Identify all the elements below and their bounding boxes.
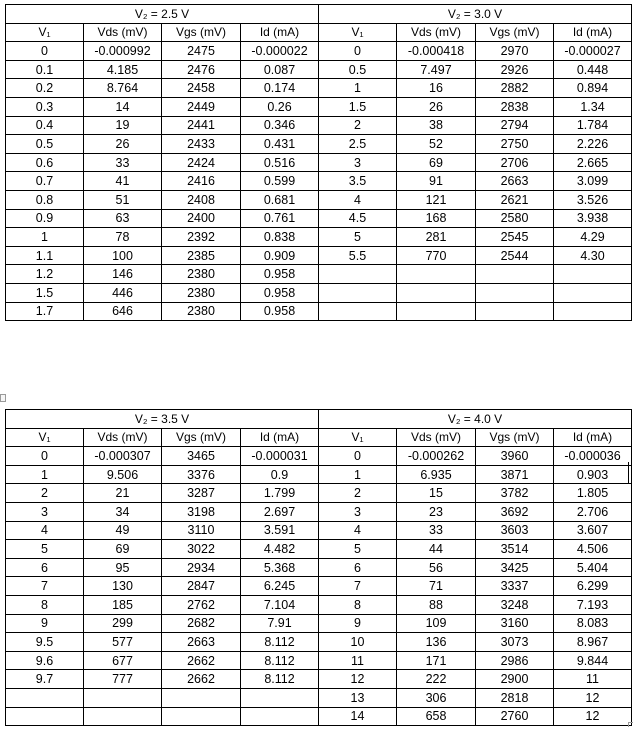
table-row xyxy=(6,283,632,302)
table-cell[interactable]: -0.000992 xyxy=(84,42,162,61)
table-cell[interactable]: 0.1 xyxy=(6,60,84,79)
table-row xyxy=(6,651,632,670)
table-cell[interactable]: 10 xyxy=(319,633,397,652)
column-header: Id (mA) xyxy=(241,23,319,42)
table-cell[interactable]: -0.000036 xyxy=(554,447,632,466)
group-title-row xyxy=(6,5,632,24)
table-cell[interactable]: 63 xyxy=(84,209,162,228)
table-cell[interactable]: 12 xyxy=(554,707,632,726)
table-cell[interactable]: 2 xyxy=(6,484,84,503)
table-cell[interactable]: 3.5 xyxy=(319,172,397,191)
table-cell[interactable]: 130 xyxy=(84,577,162,596)
table-cell[interactable]: 33 xyxy=(84,153,162,172)
table-cell[interactable]: 0.3 xyxy=(6,97,84,116)
table-cell[interactable]: 11 xyxy=(554,670,632,689)
table-cell[interactable]: 2458 xyxy=(162,79,241,98)
table-cell[interactable]: 3.591 xyxy=(241,521,319,540)
table-cell[interactable]: 2662 xyxy=(162,651,241,670)
table-cell[interactable]: 1 xyxy=(6,228,84,247)
table-cell[interactable]: 0.958 xyxy=(241,265,319,284)
column-header: Vds (mV) xyxy=(84,23,162,42)
column-header: Vgs (mV) xyxy=(476,23,554,42)
table-cell[interactable]: 109 xyxy=(397,614,476,633)
table-cell[interactable]: 446 xyxy=(84,283,162,302)
table-row xyxy=(6,116,632,135)
table-cell[interactable]: 0.516 xyxy=(241,153,319,172)
table-cell[interactable]: 0 xyxy=(6,42,84,61)
table-cell[interactable]: 2433 xyxy=(162,135,241,154)
table-cell[interactable] xyxy=(319,265,397,284)
table-cell[interactable] xyxy=(319,283,397,302)
table-cell[interactable]: 7.104 xyxy=(241,595,319,614)
table-cell[interactable]: 6.299 xyxy=(554,577,632,596)
table-cell[interactable]: 33 xyxy=(397,521,476,540)
text-cursor xyxy=(628,462,629,484)
table-cell[interactable]: 8.083 xyxy=(554,614,632,633)
table-row xyxy=(6,707,632,726)
column-header: V₁ xyxy=(319,428,397,447)
table-cell[interactable]: 2408 xyxy=(162,190,241,209)
table-cell[interactable]: 1.5 xyxy=(319,97,397,116)
table-cell[interactable]: 1.7 xyxy=(6,302,84,321)
table-cell[interactable]: 19 xyxy=(84,116,162,135)
table-cell[interactable]: 6 xyxy=(6,558,84,577)
table-cell[interactable]: 2580 xyxy=(476,209,554,228)
table-cell[interactable]: 14 xyxy=(319,707,397,726)
table-cell[interactable]: 3376 xyxy=(162,465,241,484)
table-cell[interactable]: 2663 xyxy=(162,633,241,652)
table-cell[interactable]: 0 xyxy=(319,42,397,61)
table-cell[interactable]: 56 xyxy=(397,558,476,577)
table-cell[interactable]: -0.000307 xyxy=(84,447,162,466)
table-cell[interactable]: 11 xyxy=(319,651,397,670)
table-cell[interactable] xyxy=(162,707,241,726)
table-cell[interactable]: 2900 xyxy=(476,670,554,689)
table-cell[interactable]: 0.5 xyxy=(6,135,84,154)
table-cell[interactable]: 9.5 xyxy=(6,633,84,652)
table-cell[interactable]: 6.245 xyxy=(241,577,319,596)
table-row xyxy=(6,614,632,633)
column-header: Id (mA) xyxy=(554,428,632,447)
table-cell[interactable]: 78 xyxy=(84,228,162,247)
column-header: V₁ xyxy=(319,23,397,42)
table-cell[interactable]: 44 xyxy=(397,540,476,559)
group-title: V₂ = 3.0 V xyxy=(319,5,632,24)
table-cell[interactable] xyxy=(84,707,162,726)
table-cell[interactable]: 69 xyxy=(84,540,162,559)
table-cell[interactable]: 0.958 xyxy=(241,302,319,321)
table-cell[interactable]: 3425 xyxy=(476,558,554,577)
table-cell[interactable]: 2621 xyxy=(476,190,554,209)
table-cell[interactable]: 2392 xyxy=(162,228,241,247)
table-cell[interactable]: 3.099 xyxy=(554,172,632,191)
table-cell[interactable]: 5 xyxy=(319,540,397,559)
table-cell[interactable]: 3871 xyxy=(476,465,554,484)
table-cell[interactable]: 2762 xyxy=(162,595,241,614)
table-cell[interactable]: 0.2 xyxy=(6,79,84,98)
end-of-cell-mark xyxy=(628,722,633,727)
table-cell[interactable]: 3073 xyxy=(476,633,554,652)
table-cell[interactable]: 9 xyxy=(319,614,397,633)
table-cell[interactable]: 7.91 xyxy=(241,614,319,633)
measurement-table-1 xyxy=(5,4,632,321)
table-cell[interactable]: 5.5 xyxy=(319,246,397,265)
table-cell[interactable]: 26 xyxy=(397,97,476,116)
table-cell[interactable]: 281 xyxy=(397,228,476,247)
table-cell[interactable]: 8 xyxy=(6,595,84,614)
table-cell[interactable]: 1.2 xyxy=(6,265,84,284)
table-cell[interactable]: 2380 xyxy=(162,283,241,302)
table-cell[interactable]: 646 xyxy=(84,302,162,321)
table-cell[interactable]: 3160 xyxy=(476,614,554,633)
table-cell[interactable]: 2706 xyxy=(476,153,554,172)
table-cell[interactable]: 8.112 xyxy=(241,670,319,689)
table-cell[interactable]: 3.607 xyxy=(554,521,632,540)
table-cell[interactable]: 0.9 xyxy=(6,209,84,228)
table-cell[interactable]: 91 xyxy=(397,172,476,191)
table-cell[interactable]: 2794 xyxy=(476,116,554,135)
table-cell[interactable] xyxy=(6,707,84,726)
table-cell[interactable]: 2.665 xyxy=(554,153,632,172)
table-cell[interactable]: 777 xyxy=(84,670,162,689)
table-row xyxy=(6,153,632,172)
table-cell[interactable]: 146 xyxy=(84,265,162,284)
table-cell[interactable]: 2682 xyxy=(162,614,241,633)
table-cell[interactable]: 3022 xyxy=(162,540,241,559)
table-cell[interactable]: 3514 xyxy=(476,540,554,559)
table-row xyxy=(6,670,632,689)
column-header: Id (mA) xyxy=(241,428,319,447)
table-cell[interactable]: 8 xyxy=(319,595,397,614)
table-cell[interactable]: 8.112 xyxy=(241,651,319,670)
table-row xyxy=(6,558,632,577)
table-cell[interactable]: 8.112 xyxy=(241,633,319,652)
column-header: Vgs (mV) xyxy=(476,428,554,447)
table-cell[interactable]: 95 xyxy=(84,558,162,577)
table-cell[interactable]: 2476 xyxy=(162,60,241,79)
column-header: Vds (mV) xyxy=(397,428,476,447)
table-row xyxy=(6,265,632,284)
table-cell[interactable]: 2838 xyxy=(476,97,554,116)
table-cell[interactable]: 171 xyxy=(397,651,476,670)
table-cell[interactable]: 2986 xyxy=(476,651,554,670)
table-cell[interactable]: 12 xyxy=(319,670,397,689)
table-cell[interactable]: 2.697 xyxy=(241,502,319,521)
table-cell[interactable]: 1 xyxy=(6,465,84,484)
table-cell[interactable]: 2475 xyxy=(162,42,241,61)
table-cell[interactable]: 0.9 xyxy=(241,465,319,484)
table-cell[interactable]: 4.5 xyxy=(319,209,397,228)
table-cell[interactable]: -0.000027 xyxy=(554,42,632,61)
table-cell[interactable]: 3110 xyxy=(162,521,241,540)
table-cell[interactable]: 2882 xyxy=(476,79,554,98)
table-cell[interactable]: 26 xyxy=(84,135,162,154)
table-row xyxy=(6,135,632,154)
table-cell[interactable]: 100 xyxy=(84,246,162,265)
table-cell[interactable]: 2 xyxy=(319,116,397,135)
table-row xyxy=(6,577,632,596)
column-header-row xyxy=(6,428,632,447)
table-cell[interactable]: 3603 xyxy=(476,521,554,540)
table-cell[interactable]: 9.506 xyxy=(84,465,162,484)
table-cell[interactable]: 1.5 xyxy=(6,283,84,302)
table-cell[interactable]: 3782 xyxy=(476,484,554,503)
table-row xyxy=(6,302,632,321)
table-cell[interactable]: 770 xyxy=(397,246,476,265)
table-row xyxy=(6,688,632,707)
table-cell[interactable]: 6 xyxy=(319,558,397,577)
table-cell[interactable]: 2400 xyxy=(162,209,241,228)
table-cell[interactable]: 0.838 xyxy=(241,228,319,247)
table-cell[interactable]: 5.368 xyxy=(241,558,319,577)
table-cell[interactable]: 3960 xyxy=(476,447,554,466)
table-cell[interactable]: 69 xyxy=(397,153,476,172)
column-header: Vds (mV) xyxy=(397,23,476,42)
table-row xyxy=(6,595,632,614)
table-cell[interactable]: 2750 xyxy=(476,135,554,154)
table-cell[interactable]: 0.903 xyxy=(554,465,632,484)
table-cell[interactable]: 51 xyxy=(84,190,162,209)
table-cell[interactable] xyxy=(397,283,476,302)
table-row xyxy=(6,42,632,61)
table-row xyxy=(6,228,632,247)
table-cell[interactable]: 2380 xyxy=(162,265,241,284)
table-cell[interactable]: 0.7 xyxy=(6,172,84,191)
table-cell[interactable]: 2934 xyxy=(162,558,241,577)
table-cell[interactable]: 9.844 xyxy=(554,651,632,670)
table-cell[interactable]: 2.226 xyxy=(554,135,632,154)
table-cell[interactable]: 2449 xyxy=(162,97,241,116)
table-cell[interactable]: 577 xyxy=(84,633,162,652)
table-cell[interactable]: 4.185 xyxy=(84,60,162,79)
table-cell[interactable]: 8.967 xyxy=(554,633,632,652)
table-row xyxy=(6,540,632,559)
table-cell[interactable]: 88 xyxy=(397,595,476,614)
table-cell[interactable]: 3465 xyxy=(162,447,241,466)
table-cell[interactable]: 2544 xyxy=(476,246,554,265)
table-cell[interactable]: 9.7 xyxy=(6,670,84,689)
table-cell[interactable] xyxy=(162,688,241,707)
table-row xyxy=(6,521,632,540)
table-cell[interactable]: 5.404 xyxy=(554,558,632,577)
table-row xyxy=(6,484,632,503)
table-cell[interactable]: 2.5 xyxy=(319,135,397,154)
table-cell[interactable]: 0.8 xyxy=(6,190,84,209)
table-cell[interactable]: 1.805 xyxy=(554,484,632,503)
column-header-row xyxy=(6,23,632,42)
table-cell[interactable]: 23 xyxy=(397,502,476,521)
table-cell[interactable]: 677 xyxy=(84,651,162,670)
table-row xyxy=(6,447,632,466)
table-cell[interactable]: 2 xyxy=(319,484,397,503)
group-title: V₂ = 3.5 V xyxy=(6,410,319,429)
table-cell[interactable]: 21 xyxy=(84,484,162,503)
column-header: Vgs (mV) xyxy=(162,23,241,42)
table-cell[interactable]: -0.000418 xyxy=(397,42,476,61)
table-row xyxy=(6,97,632,116)
table-cell[interactable]: 1 xyxy=(319,465,397,484)
table-cell[interactable]: 4.30 xyxy=(554,246,632,265)
table-cell[interactable]: 0.909 xyxy=(241,246,319,265)
table-cell[interactable]: 2416 xyxy=(162,172,241,191)
table-cell[interactable]: 6.935 xyxy=(397,465,476,484)
table-cell[interactable]: 2818 xyxy=(476,688,554,707)
table-cell[interactable]: 3.938 xyxy=(554,209,632,228)
table-cell[interactable]: 9.6 xyxy=(6,651,84,670)
table-cell[interactable]: 2385 xyxy=(162,246,241,265)
table-cell[interactable] xyxy=(6,688,84,707)
table-cell[interactable]: 34 xyxy=(84,502,162,521)
table-cell[interactable]: 9 xyxy=(6,614,84,633)
table-cell[interactable] xyxy=(397,302,476,321)
table-cell[interactable]: 1.799 xyxy=(241,484,319,503)
table-cell[interactable] xyxy=(84,688,162,707)
table-cell[interactable]: 1 xyxy=(319,79,397,98)
table-cell[interactable]: 2662 xyxy=(162,670,241,689)
table-cell[interactable]: 38 xyxy=(397,116,476,135)
table-cell[interactable]: -0.000031 xyxy=(241,447,319,466)
table-cell[interactable]: 2424 xyxy=(162,153,241,172)
column-header: V₁ xyxy=(6,428,84,447)
table-cell[interactable]: 2545 xyxy=(476,228,554,247)
table-cell[interactable]: 3287 xyxy=(162,484,241,503)
table-cell[interactable] xyxy=(476,302,554,321)
table-cell[interactable]: 4.506 xyxy=(554,540,632,559)
table-cell[interactable]: 0.599 xyxy=(241,172,319,191)
table-cell[interactable]: 71 xyxy=(397,577,476,596)
table-row xyxy=(6,465,632,484)
table-cell[interactable]: 2663 xyxy=(476,172,554,191)
column-header: Vgs (mV) xyxy=(162,428,241,447)
table-cell[interactable] xyxy=(476,283,554,302)
table-cell[interactable]: 1.784 xyxy=(554,116,632,135)
table-row xyxy=(6,209,632,228)
table-cell[interactable]: 7.497 xyxy=(397,60,476,79)
table-cell[interactable]: 2847 xyxy=(162,577,241,596)
table-cell[interactable]: 4.29 xyxy=(554,228,632,247)
table-cell[interactable]: 0.448 xyxy=(554,60,632,79)
table-cell[interactable] xyxy=(397,265,476,284)
table-row xyxy=(6,79,632,98)
table-cell[interactable]: 16 xyxy=(397,79,476,98)
table-cell[interactable]: 2970 xyxy=(476,42,554,61)
table-cell[interactable]: 299 xyxy=(84,614,162,633)
table-cell[interactable]: 5 xyxy=(6,540,84,559)
table-cell[interactable]: 13 xyxy=(319,688,397,707)
table-cell[interactable]: 136 xyxy=(397,633,476,652)
table-cell[interactable]: -0.000262 xyxy=(397,447,476,466)
table-cell[interactable]: 2760 xyxy=(476,707,554,726)
table-cell[interactable]: 2926 xyxy=(476,60,554,79)
table-cell[interactable] xyxy=(554,283,632,302)
table-cell[interactable] xyxy=(554,265,632,284)
table-cell[interactable]: 7 xyxy=(6,577,84,596)
table-row xyxy=(6,633,632,652)
table-cell[interactable]: 4.482 xyxy=(241,540,319,559)
table-cell[interactable]: 1.34 xyxy=(554,97,632,116)
table-cell[interactable]: 0.958 xyxy=(241,283,319,302)
table-row xyxy=(6,172,632,191)
table-cell[interactable]: 3.526 xyxy=(554,190,632,209)
table-cell[interactable]: 7 xyxy=(319,577,397,596)
column-header: V₁ xyxy=(6,23,84,42)
table-cell[interactable]: 3 xyxy=(6,502,84,521)
table-cell[interactable]: 3248 xyxy=(476,595,554,614)
table-cell[interactable]: 3337 xyxy=(476,577,554,596)
table-cell[interactable]: 14 xyxy=(84,97,162,116)
table-row xyxy=(6,502,632,521)
table-cell[interactable]: 222 xyxy=(397,670,476,689)
table-cell[interactable]: 185 xyxy=(84,595,162,614)
table-row xyxy=(6,246,632,265)
table-cell[interactable]: 0.894 xyxy=(554,79,632,98)
table-cell[interactable]: 49 xyxy=(84,521,162,540)
table-cell[interactable]: 4 xyxy=(319,190,397,209)
table-cell[interactable]: 7.193 xyxy=(554,595,632,614)
table-cell[interactable]: 3 xyxy=(319,502,397,521)
table-cell[interactable]: 3 xyxy=(319,153,397,172)
column-header: Vds (mV) xyxy=(84,428,162,447)
table-move-handle[interactable] xyxy=(0,394,6,402)
table-cell[interactable]: 168 xyxy=(397,209,476,228)
table-cell[interactable]: 0.087 xyxy=(241,60,319,79)
table-cell[interactable]: 4 xyxy=(319,521,397,540)
table-cell[interactable]: 0 xyxy=(6,447,84,466)
table-cell[interactable]: 2.706 xyxy=(554,502,632,521)
table-cell[interactable]: 52 xyxy=(397,135,476,154)
table-row xyxy=(6,60,632,79)
table-row xyxy=(6,190,632,209)
table-cell[interactable]: 658 xyxy=(397,707,476,726)
table-cell[interactable]: 306 xyxy=(397,688,476,707)
table-cell[interactable]: 0.6 xyxy=(6,153,84,172)
table-cell[interactable] xyxy=(241,707,319,726)
table-cell[interactable]: 2441 xyxy=(162,116,241,135)
table-cell[interactable]: 41 xyxy=(84,172,162,191)
table-cell[interactable]: 0.4 xyxy=(6,116,84,135)
table-cell[interactable] xyxy=(554,302,632,321)
table-cell[interactable]: 0 xyxy=(319,447,397,466)
table-cell[interactable]: 1.1 xyxy=(6,246,84,265)
table-cell[interactable]: 0.26 xyxy=(241,97,319,116)
table-cell[interactable]: 8.764 xyxy=(84,79,162,98)
table-cell[interactable]: 121 xyxy=(397,190,476,209)
column-header: Id (mA) xyxy=(554,23,632,42)
table-cell[interactable]: -0.000022 xyxy=(241,42,319,61)
table-cell[interactable]: 0.5 xyxy=(319,60,397,79)
table-cell[interactable]: 0.346 xyxy=(241,116,319,135)
table-cell[interactable] xyxy=(476,265,554,284)
table-cell[interactable]: 15 xyxy=(397,484,476,503)
group-title-row xyxy=(6,410,632,429)
table-cell[interactable] xyxy=(241,688,319,707)
group-title: V₂ = 4.0 V xyxy=(319,410,632,429)
table-cell[interactable]: 3692 xyxy=(476,502,554,521)
table-cell[interactable]: 4 xyxy=(6,521,84,540)
table-cell[interactable] xyxy=(319,302,397,321)
table-cell[interactable]: 12 xyxy=(554,688,632,707)
table-cell[interactable]: 0.681 xyxy=(241,190,319,209)
table-cell[interactable]: 0.174 xyxy=(241,79,319,98)
group-title: V₂ = 2.5 V xyxy=(6,5,319,24)
table-cell[interactable]: 0.431 xyxy=(241,135,319,154)
table-cell[interactable]: 2380 xyxy=(162,302,241,321)
table-cell[interactable]: 5 xyxy=(319,228,397,247)
table-cell[interactable]: 0.761 xyxy=(241,209,319,228)
measurement-table-2 xyxy=(5,409,632,726)
table-cell[interactable]: 3198 xyxy=(162,502,241,521)
